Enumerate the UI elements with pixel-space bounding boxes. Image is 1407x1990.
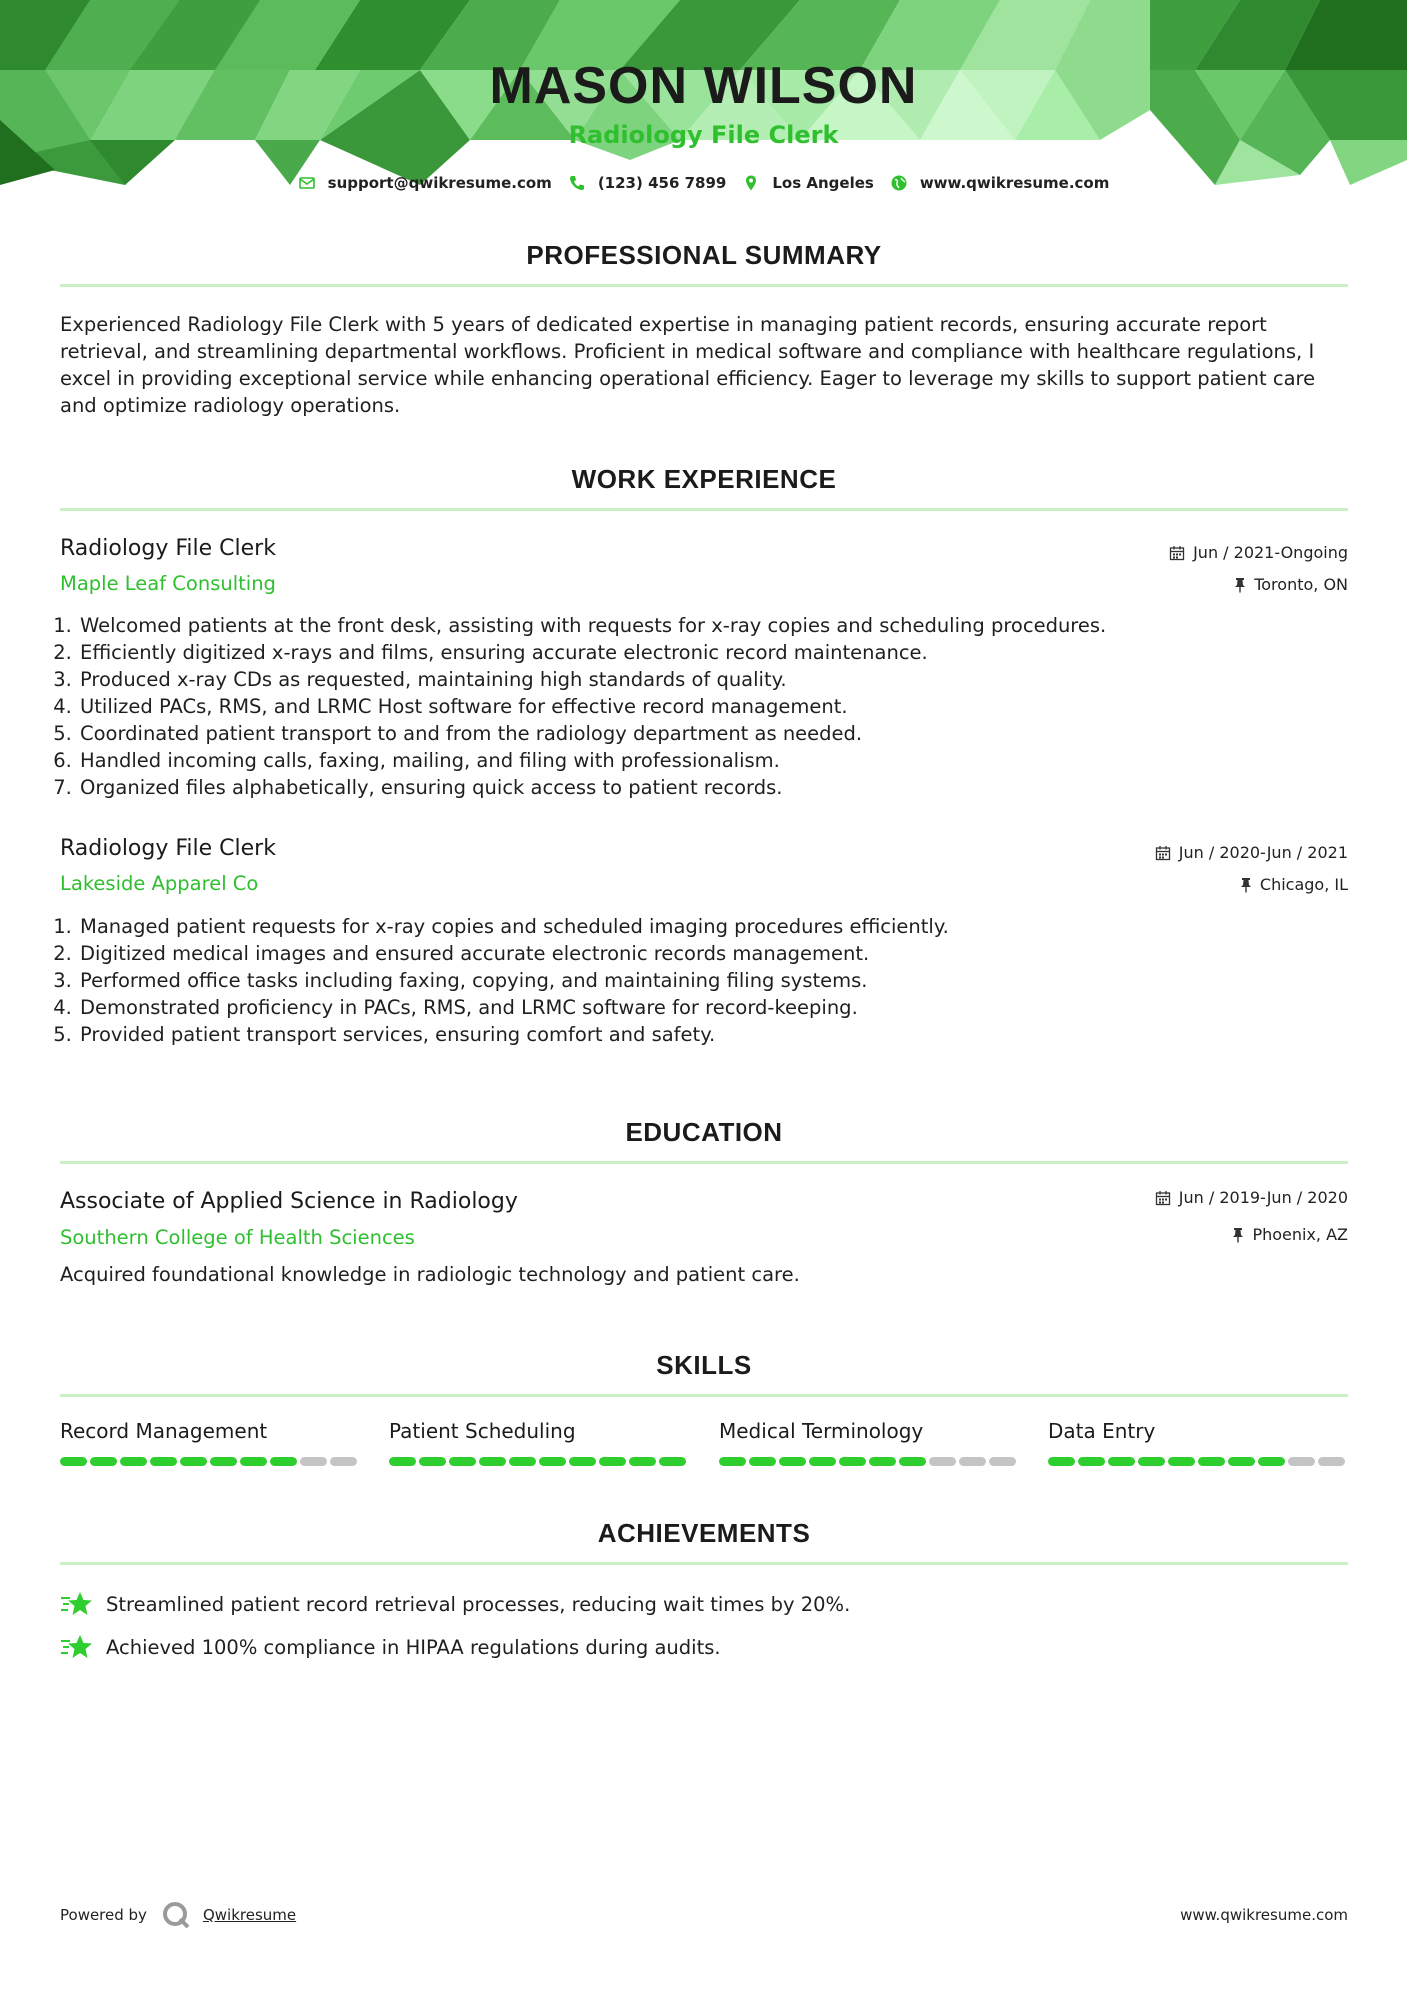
list-item: 5. Provided patient transport services, ensuring comfort and safety. xyxy=(78,1021,1358,1048)
skill-segment-filled xyxy=(599,1457,626,1466)
skill-segment-filled xyxy=(150,1457,177,1466)
skill-name: Record Management xyxy=(60,1419,268,1443)
achievement-item xyxy=(60,1589,850,1619)
education-location xyxy=(1232,1225,1348,1244)
list-item: 5. Coordinated patient transport to and from the radiology department as needed. xyxy=(78,720,1358,747)
globe-icon xyxy=(890,174,908,192)
pushpin-icon xyxy=(1240,877,1252,893)
skills-section-title: SKILLS xyxy=(656,1350,752,1380)
calendar-icon xyxy=(1155,845,1171,861)
skill-segment-filled xyxy=(1138,1457,1165,1466)
experience-divider xyxy=(60,508,1348,511)
list-item: 6. Handled incoming calls, faxing, mailing, and filing with professionalism. xyxy=(78,747,1358,774)
skill-item xyxy=(60,1419,360,1443)
skill-segment-empty xyxy=(929,1457,956,1466)
contact-phone[interactable]: (123) 456 7899 xyxy=(597,174,727,192)
skill-segment-filled xyxy=(210,1457,237,1466)
list-item: 1. Welcomed patients at the front desk, assisting with requests for x-ray copies and scheduling procedures. xyxy=(78,612,1358,639)
job-location xyxy=(1234,575,1348,594)
skill-segment-filled xyxy=(899,1457,926,1466)
achievement-text: Achieved 100% compliance in HIPAA regulations during audits. xyxy=(106,1635,721,1659)
skill-name: Medical Terminology xyxy=(719,1419,924,1443)
education-description: Acquired foundational knowledge in radiologic technology and patient care. xyxy=(60,1263,800,1286)
job-location-text: Chicago, IL xyxy=(1259,875,1348,894)
envelope-icon xyxy=(298,174,316,192)
education-date xyxy=(1155,1188,1348,1207)
education-date-text: Jun / 2019-Jun / 2020 xyxy=(1178,1188,1348,1207)
education-school: Southern College of Health Sciences xyxy=(60,1226,415,1249)
list-item: 2. Digitized medical images and ensured accurate electronic records management. xyxy=(78,940,1358,967)
job-bullets xyxy=(52,913,1358,1048)
skill-segment-filled xyxy=(749,1457,776,1466)
skill-segment-filled xyxy=(1078,1457,1105,1466)
job-location xyxy=(1240,875,1348,894)
calendar-icon xyxy=(1169,545,1185,561)
contact-location: Los Angeles xyxy=(772,174,874,192)
skill-segment-filled xyxy=(60,1457,87,1466)
skill-segment-filled xyxy=(479,1457,506,1466)
education-location-text: Phoenix, AZ xyxy=(1252,1225,1348,1244)
job-company: Lakeside Apparel Co xyxy=(60,872,259,895)
list-item: 3. Performed office tasks including faxing, copying, and maintaining filing systems. xyxy=(78,967,1358,994)
skill-segment-filled xyxy=(659,1457,686,1466)
candidate-name: MASON WILSON xyxy=(489,57,918,115)
skill-segment-filled xyxy=(839,1457,866,1466)
star-award-icon xyxy=(60,1589,94,1619)
education-section-title: EDUCATION xyxy=(625,1117,783,1147)
skill-segment-filled xyxy=(1198,1457,1225,1466)
skill-segment-filled xyxy=(419,1457,446,1466)
skill-segment-filled xyxy=(120,1457,147,1466)
skill-segment-filled xyxy=(569,1457,596,1466)
list-item: 4. Utilized PACs, RMS, and LRMC Host software for effective record management. xyxy=(78,693,1358,720)
skill-level-bar xyxy=(719,1457,1019,1466)
skill-segment-filled xyxy=(1048,1457,1075,1466)
skill-level-bar xyxy=(389,1457,689,1466)
summary-text: Experienced Radiology File Clerk with 5 years of dedicated expertise in managing patient records, ensuring accurate report retrieval, and streamlining departmental workflows. Proficient in medical software and compliance with healthcare regulations, I excel in providing exceptional service while enhancing operational efficiency. Eager to leverage my skills to support patient care and optimize radiology operations. xyxy=(60,313,1316,417)
education-degree: Associate of Applied Science in Radiology xyxy=(60,1189,518,1214)
skill-segment-empty xyxy=(1288,1457,1315,1466)
list-item: 2. Efficiently digitized x-rays and films, ensuring accurate electronic record maintenance. xyxy=(78,639,1358,666)
list-item: 1. Managed patient requests for x-ray copies and scheduled imaging procedures efficiently. xyxy=(78,913,1358,940)
summary-section-title: PROFESSIONAL SUMMARY xyxy=(526,240,882,270)
skill-segment-filled xyxy=(449,1457,476,1466)
skill-segment-filled xyxy=(539,1457,566,1466)
job-bullets xyxy=(52,612,1358,801)
list-item: 7. Organized files alphabetically, ensuring quick access to patient records. xyxy=(78,774,1358,801)
star-award-icon xyxy=(60,1632,94,1662)
skill-item xyxy=(389,1419,689,1443)
pushpin-icon xyxy=(1234,577,1246,593)
footer-website[interactable]: www.qwikresume.com xyxy=(1180,1906,1348,1924)
skill-segment-filled xyxy=(1108,1457,1135,1466)
skills-divider xyxy=(60,1394,1348,1397)
skill-segment-empty xyxy=(959,1457,986,1466)
skill-segment-filled xyxy=(629,1457,656,1466)
experience-section-title: WORK EXPERIENCE xyxy=(571,464,837,494)
skill-item xyxy=(719,1419,1019,1443)
job-date xyxy=(1169,543,1348,562)
skill-segment-empty xyxy=(330,1457,357,1466)
job-title: Radiology File Clerk xyxy=(60,836,276,861)
skill-segment-empty xyxy=(300,1457,327,1466)
skill-segment-filled xyxy=(1228,1457,1255,1466)
list-item: 3. Produced x-ray CDs as requested, maintaining high standards of quality. xyxy=(78,666,1358,693)
skill-segment-filled xyxy=(180,1457,207,1466)
skill-segment-filled xyxy=(389,1457,416,1466)
skill-segment-filled xyxy=(1258,1457,1285,1466)
skill-segment-filled xyxy=(779,1457,806,1466)
skill-item xyxy=(1048,1419,1348,1443)
skill-segment-filled xyxy=(719,1457,746,1466)
skill-name: Data Entry xyxy=(1048,1419,1156,1443)
phone-icon xyxy=(568,174,586,192)
achievements-section-title: ACHIEVEMENTS xyxy=(597,1518,811,1548)
candidate-role: Radiology File Clerk xyxy=(568,121,839,149)
footer-branding xyxy=(60,1900,296,1930)
calendar-icon xyxy=(1155,1190,1171,1206)
contact-website[interactable]: www.qwikresume.com xyxy=(919,174,1110,192)
skill-name: Patient Scheduling xyxy=(389,1419,576,1443)
job-title: Radiology File Clerk xyxy=(60,536,276,561)
skill-segment-filled xyxy=(809,1457,836,1466)
skill-segment-empty xyxy=(1318,1457,1345,1466)
job-company: Maple Leaf Consulting xyxy=(60,572,276,595)
skill-segment-filled xyxy=(869,1457,896,1466)
map-pin-icon xyxy=(742,174,760,192)
skill-level-bar xyxy=(60,1457,360,1466)
contact-email[interactable]: support@qwikresume.com xyxy=(327,174,552,192)
achievement-item xyxy=(60,1632,721,1662)
skill-segment-empty xyxy=(989,1457,1016,1466)
job-date xyxy=(1155,843,1348,862)
skill-segment-filled xyxy=(270,1457,297,1466)
achievements-divider xyxy=(60,1562,1348,1565)
skill-segment-filled xyxy=(509,1457,536,1466)
skill-segment-filled xyxy=(90,1457,117,1466)
qwikresume-link[interactable]: Qwikresume xyxy=(202,1906,297,1924)
list-item: 4. Demonstrated proficiency in PACs, RMS, and LRMC software for record-keeping. xyxy=(78,994,1358,1021)
job-location-text: Toronto, ON xyxy=(1254,575,1348,594)
powered-by-label: Powered by xyxy=(60,1906,147,1924)
contact-bar xyxy=(0,174,1407,192)
education-divider xyxy=(60,1161,1348,1164)
skill-level-bar xyxy=(1048,1457,1348,1466)
job-date-text: Jun / 2021-Ongoing xyxy=(1193,543,1348,562)
skill-segment-filled xyxy=(1168,1457,1195,1466)
pushpin-icon xyxy=(1232,1227,1244,1243)
qwikresume-logo-icon xyxy=(161,1900,191,1930)
achievement-text: Streamlined patient record retrieval processes, reducing wait times by 20%. xyxy=(106,1592,851,1616)
job-date-text: Jun / 2020-Jun / 2021 xyxy=(1178,843,1348,862)
summary-divider xyxy=(60,284,1348,287)
skill-segment-filled xyxy=(240,1457,267,1466)
